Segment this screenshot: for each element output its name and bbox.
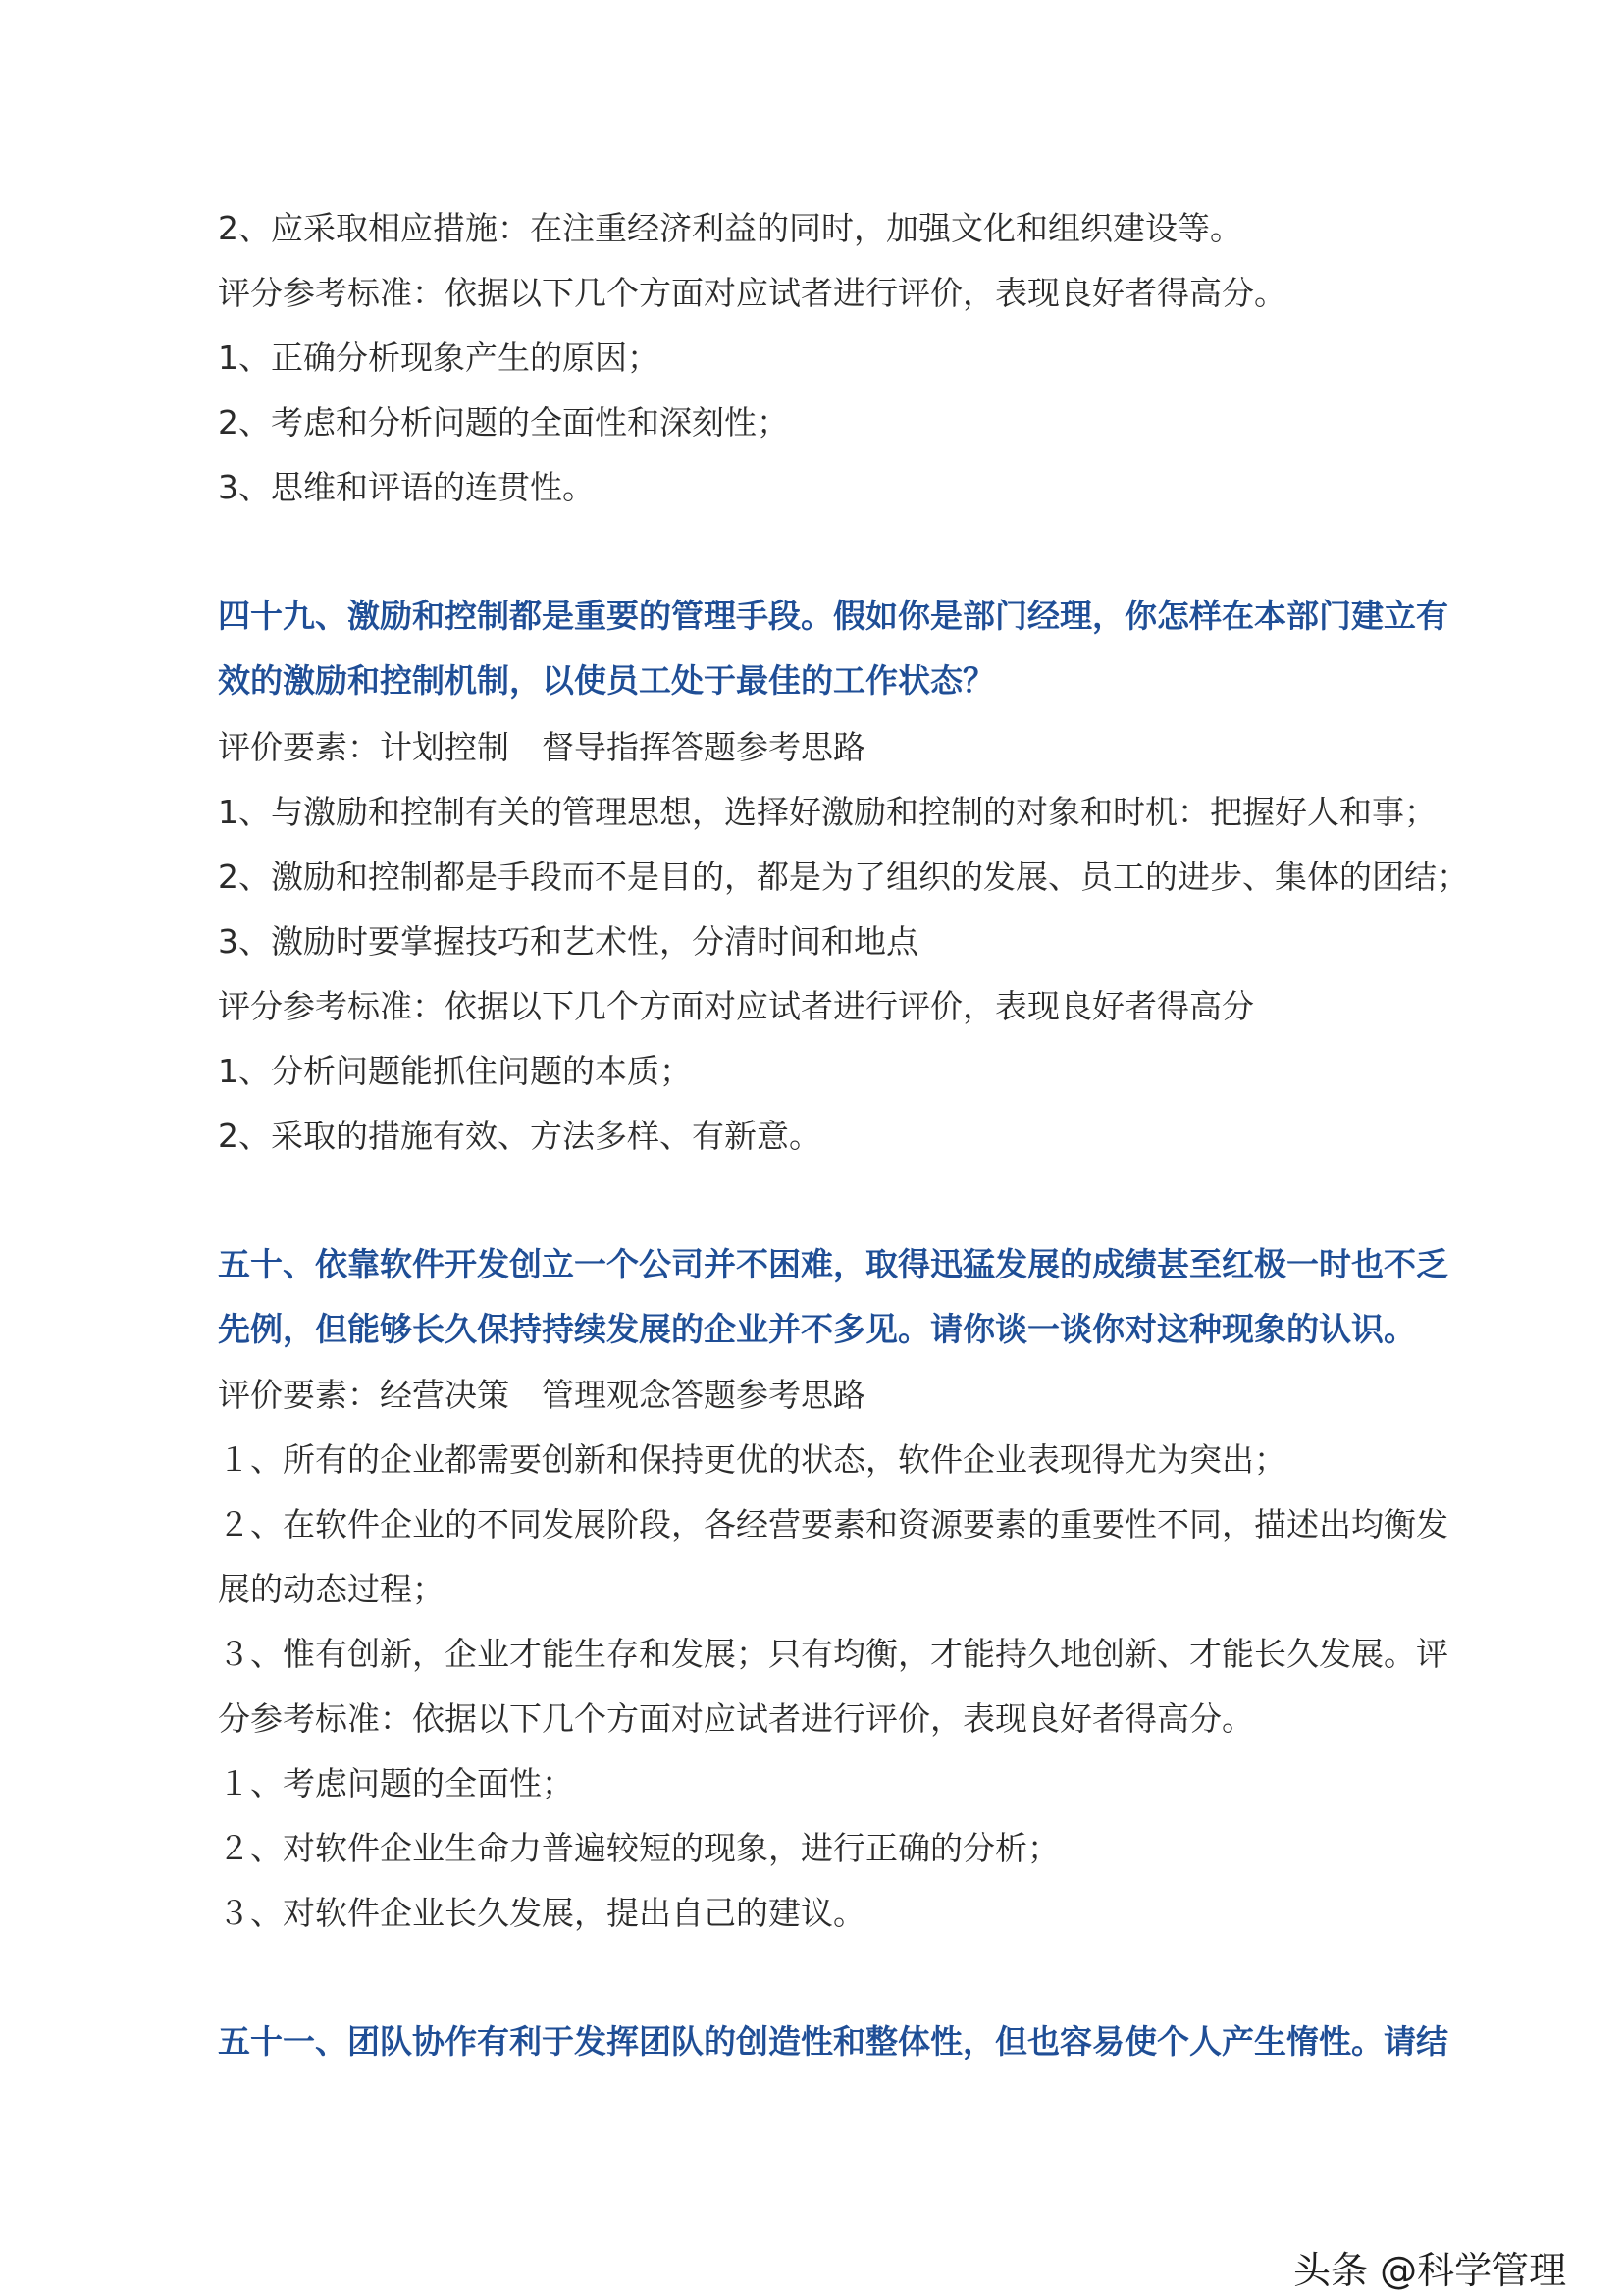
text-line: ２、在软件企业的不同发展阶段，各经营要素和资源要素的重要性不同，描述出均衡发 xyxy=(218,1505,1448,1543)
text-line: 2、采取的措施有效、方法多样、有新意。 xyxy=(218,1117,821,1155)
question-heading: 四十九、激励和控制都是重要的管理手段。假如你是部门经理，你怎样在本部门建立有 xyxy=(218,597,1448,635)
text-line: 1、分析问题能抓住问题的本质； xyxy=(218,1052,692,1090)
text-line: ２、对软件企业生命力普遍较短的现象，进行正确的分析； xyxy=(218,1829,1060,1867)
text-line: 2、考虑和分析问题的全面性和深刻性； xyxy=(218,403,789,442)
text-line: 评分参考标准：依据以下几个方面对应试者进行评价，表现良好者得高分 xyxy=(218,987,1254,1025)
text-line: 分参考标准：依据以下几个方面对应试者进行评价，表现良好者得高分。 xyxy=(218,1699,1254,1738)
text-line: 3、激励时要掌握技巧和艺术性，分清时间和地点 xyxy=(218,922,918,961)
text-line: 展的动态过程； xyxy=(218,1570,445,1608)
text-line: １、所有的企业都需要创新和保持更优的状态，软件企业表现得尤为突出； xyxy=(218,1440,1286,1479)
text-line: １、考虑问题的全面性； xyxy=(218,1764,574,1802)
text-line: 评价要素：计划控制 督导指挥答题参考思路 xyxy=(218,728,865,766)
text-line: 3、思维和评语的连贯性。 xyxy=(218,468,595,506)
text-line: 评分参考标准：依据以下几个方面对应试者进行评价，表现良好者得高分。 xyxy=(218,274,1286,312)
text-line: 1、与激励和控制有关的管理思想，选择好激励和控制的对象和时机：把握好人和事； xyxy=(218,793,1437,831)
text-line: ３、惟有创新，企业才能生存和发展；只有均衡，才能持久地创新、才能长久发展。评 xyxy=(218,1635,1448,1673)
text-line: ３、对软件企业长久发展，提出自己的建议。 xyxy=(218,1894,865,1932)
question-heading: 五十、依靠软件开发创立一个公司并不困难，取得迅猛发展的成绩甚至红极一时也不乏 xyxy=(218,1245,1448,1283)
question-heading: 效的激励和控制机制，以使员工处于最佳的工作状态？ xyxy=(218,661,995,700)
text-line: 评价要素：经营决策 管理观念答题参考思路 xyxy=(218,1376,865,1414)
question-heading: 五十一、团队协作有利于发挥团队的创造性和整体性，但也容易使个人产生惰性。请结 xyxy=(218,2022,1448,2060)
text-line: 1、正确分析现象产生的原因； xyxy=(218,339,659,377)
text-line: 2、应采取相应措施：在注重经济利益的同时，加强文化和组织建设等。 xyxy=(218,209,1242,247)
watermark: 头条 @科学管理 xyxy=(1293,2249,1567,2292)
text-line: 2、激励和控制都是手段而不是目的，都是为了组织的发展、员工的进步、集体的团结； xyxy=(218,858,1469,896)
question-heading: 先例，但能够长久保持持续发展的企业并不多见。请你谈一谈你对这种现象的认识。 xyxy=(218,1310,1416,1348)
